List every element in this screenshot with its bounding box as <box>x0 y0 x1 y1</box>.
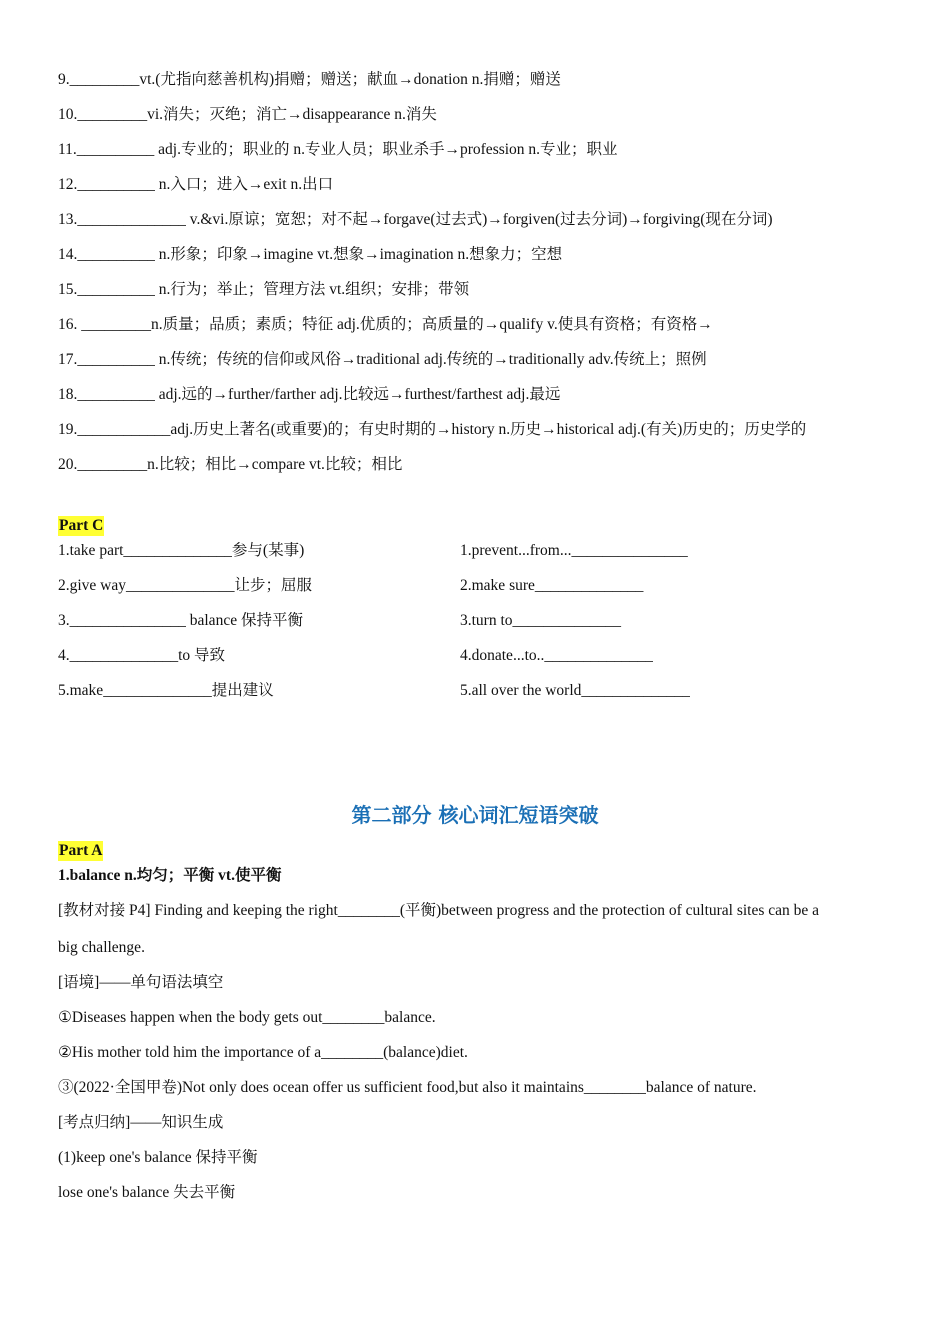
summary-label: [考点归纳]——知识生成 <box>58 1114 224 1131</box>
vocab-item-19: 19.____________adj.历史上著名(或重要)的；有史时期的→history n.历史→historical adj.(有关)历史的；历史学的 <box>58 421 807 438</box>
exercise-1: ①Diseases happen when the body gets out________balance. <box>58 1009 436 1026</box>
textbook-line-2: big challenge. <box>58 939 145 956</box>
part-c-left-3: 3._______________ balance 保持平衡 <box>58 612 303 629</box>
part-c-left-2: 2.give way______________让步；屈服 <box>58 577 313 594</box>
part-a-label: Part A <box>59 842 103 859</box>
part-c-label: Part C <box>59 517 104 534</box>
vocab-item-10: 10._________vi.消失；灭绝；消亡→disappearance n.消失 <box>58 106 437 123</box>
section-title: 第二部分 核心词汇短语突破 <box>351 803 599 827</box>
vocab-item-20: 20._________n.比较；相比→compare vt.比较；相比 <box>58 456 403 473</box>
vocab-item-15: 15.__________ n.行为；举止；管理方法 vt.组织；安排；带领 <box>58 281 470 298</box>
summary-item-2: lose one's balance 失去平衡 <box>58 1184 236 1201</box>
vocab-item-11: 11.__________ adj.专业的；职业的 n.专业人员；职业杀手→profession n.专业；职业 <box>58 141 618 158</box>
vocab-item-17: 17.__________ n.传统；传统的信仰或风俗→traditional adj.传统的→traditionally adv.传统上；照例 <box>58 351 707 368</box>
part-c-right-3: 3.turn to______________ <box>460 612 622 629</box>
part-c-right-5: 5.all over the world______________ <box>460 682 690 699</box>
vocab-item-16: 16. _________n.质量；品质；素质；特征 adj.优质的；高质量的→qualify v.使具有资格；有资格→ <box>58 316 713 333</box>
part-c-left-5: 5.make______________提出建议 <box>58 682 274 699</box>
part-c-left-4: 4.______________to 导致 <box>58 647 226 664</box>
entry-heading: 1.balance n.均匀；平衡 vt.使平衡 <box>58 867 282 884</box>
exercise-2: ②His mother told him the importance of a________(balance)diet. <box>58 1044 468 1061</box>
vocab-item-14: 14.__________ n.形象；印象→imagine vt.想象→imagination n.想象力；空想 <box>58 246 563 263</box>
part-c-left-1: 1.take part______________参与(某事) <box>58 542 305 559</box>
vocab-item-12: 12.__________ n.入口；进入→exit n.出口 <box>58 176 334 193</box>
vocab-item-9: 9._________vt.(尤指向慈善机构)捐赠；赠送；献血→donation n.捐赠；赠送 <box>58 71 561 88</box>
textbook-line-1: [教材对接 P4] Finding and keeping the right________(平衡)between progress and the protection of cultural sites can be a <box>58 902 820 919</box>
exercise-3: ③(2022·全国甲卷)Not only does ocean offer us sufficient food,but also it maintains________balance of nature. <box>58 1079 757 1096</box>
part-c-right-2: 2.make sure______________ <box>460 577 644 594</box>
vocab-item-18: 18.__________ adj.远的→further/farther adj.比较远→furthest/farthest adj.最远 <box>58 386 561 403</box>
part-c-right-1: 1.prevent...from..._______________ <box>460 542 688 559</box>
vocab-item-13: 13.______________ v.&vi.原谅；宽恕；对不起→forgave(过去式)→forgiven(过去分词)→forgiving(现在分词) <box>58 211 773 228</box>
context-label: [语境]——单句语法填空 <box>58 974 224 991</box>
part-c-right-4: 4.donate...to..______________ <box>460 647 653 664</box>
summary-item-1: (1)keep one's balance 保持平衡 <box>58 1149 258 1166</box>
